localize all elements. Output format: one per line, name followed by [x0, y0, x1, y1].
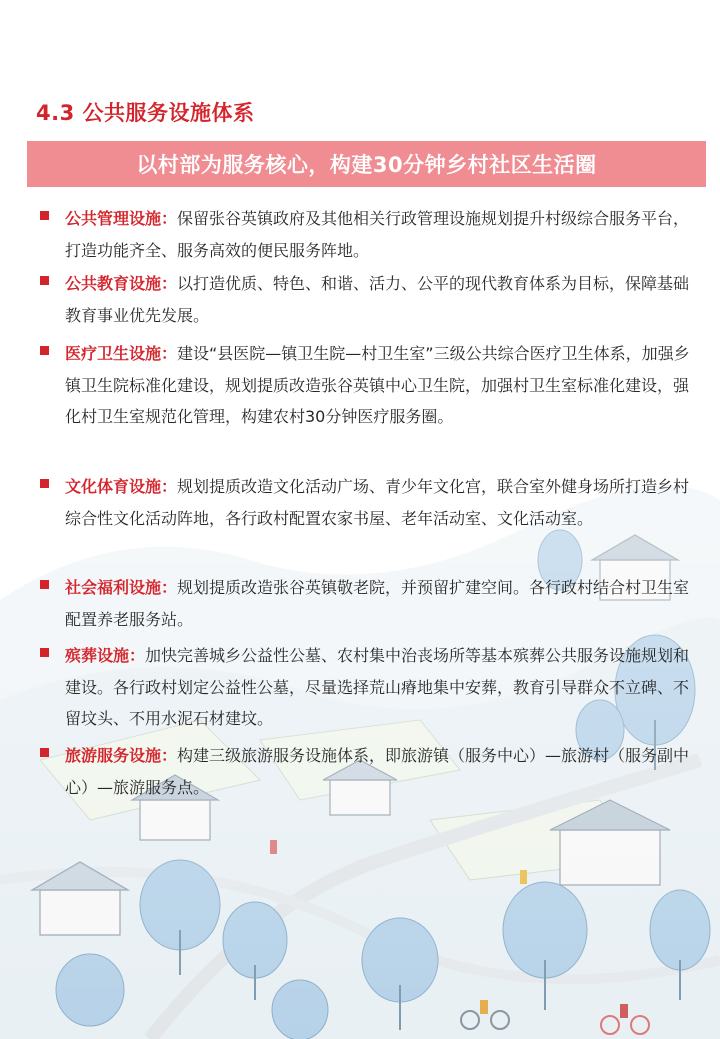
list-item-social-welfare — [40, 572, 700, 635]
item-description: 规划提质改造张谷英镇敬老院，并预留扩建空间。各行政村结合村卫生室配置养老服务站。 — [65, 578, 690, 629]
item-text — [65, 572, 700, 635]
item-label: 公共管理设施： — [65, 209, 178, 228]
list-item-public-education — [40, 268, 700, 331]
list-item-culture-sports — [40, 471, 700, 534]
item-description: 加快完善城乡公益性公墓、农村集中治丧场所等基本殡葬公共服务设施规划和建设。各行政村划定公益性公墓，尽量选择荒山瘠地集中安葬，教育引导群众不立碑、不留坟头、不用水泥石材建坟。 — [65, 646, 690, 728]
item-label: 文化体育设施： — [65, 477, 178, 496]
bullet-icon — [40, 211, 49, 220]
item-description: 保留张谷英镇政府及其他相关行政管理设施规划提升村级综合服务平台，打造功能齐全、服务高效的便民服务阵地。 — [65, 209, 690, 260]
item-label: 公共教育设施： — [65, 274, 178, 293]
item-text — [65, 471, 700, 534]
item-text — [65, 740, 700, 803]
item-text — [65, 203, 700, 266]
list-item-tourism — [40, 740, 700, 803]
item-label: 医疗卫生设施： — [65, 344, 178, 363]
bullet-icon — [40, 276, 49, 285]
item-text — [65, 268, 700, 331]
item-text — [65, 338, 700, 433]
list-item-public-management — [40, 203, 700, 266]
bullet-icon — [40, 479, 49, 488]
item-label: 社会福利设施： — [65, 578, 178, 597]
list-item-funeral — [40, 640, 700, 735]
item-description: 构建三级旅游服务设施体系，即旅游镇（服务中心）—旅游村（服务副中心）—旅游服务点。 — [65, 746, 690, 797]
bullet-icon — [40, 580, 49, 589]
list-item-medical — [40, 338, 700, 433]
item-description: 建设“县医院—镇卫生院—村卫生室”三级公共综合医疗卫生体系，加强乡镇卫生院标准化建设，规划提质改造张谷英镇中心卫生院，加强村卫生室标准化建设，强化村卫生室规范化管理，构建农村30分钟医疗服务圈。 — [65, 344, 690, 426]
section-title: 4.3 公共服务设施体系 — [36, 101, 255, 125]
bullet-icon — [40, 648, 49, 657]
item-description: 规划提质改造文化活动广场、青少年文化宫，联合室外健身场所打造乡村综合性文化活动阵地，各行政村配置农家书屋、老年活动室、文化活动室。 — [65, 477, 690, 528]
item-label: 殡葬设施： — [65, 646, 146, 665]
section-banner — [27, 141, 706, 187]
item-label: 旅游服务设施： — [65, 746, 178, 765]
item-text — [65, 640, 700, 735]
bullet-icon — [40, 748, 49, 757]
banner-text: 以村部为服务核心，构建30分钟乡村社区生活圈 — [136, 153, 597, 177]
item-description: 以打造优质、特色、和谐、活力、公平的现代教育体系为目标，保障基础教育事业优先发展。 — [65, 274, 690, 325]
bullet-icon — [40, 346, 49, 355]
